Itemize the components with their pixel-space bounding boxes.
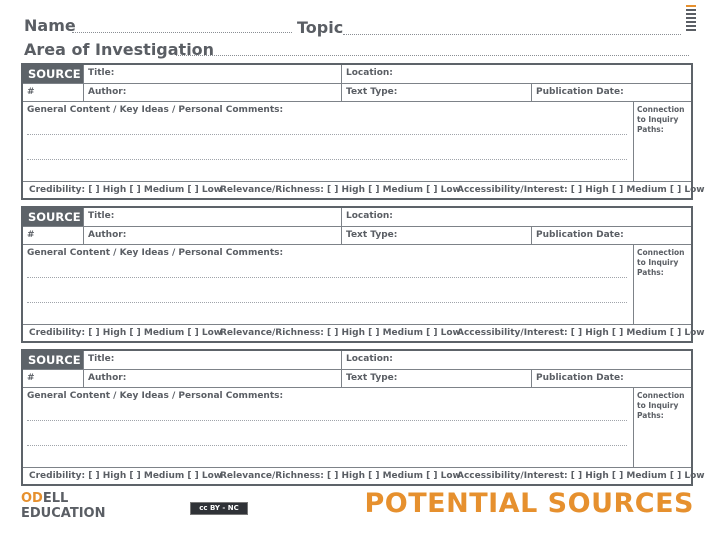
author-field[interactable]: Author:	[84, 370, 342, 387]
source-badge: SOURCE	[23, 208, 84, 226]
source-badge: SOURCE	[23, 65, 84, 83]
area-field[interactable]	[176, 55, 689, 56]
source-card-2	[21, 206, 705, 343]
credibility-rating[interactable]: Credibility: [ ] High [ ] Medium [ ] Low	[29, 471, 223, 481]
number-field[interactable]: #	[23, 227, 84, 244]
connection-field[interactable]: Connection to Inquiry Paths:	[633, 245, 691, 325]
accessibility-rating[interactable]: Accessibility/Interest: [ ] High [ ] Medium [ ] Low	[457, 328, 705, 338]
credibility-rating[interactable]: Credibility: [ ] High [ ] Medium [ ] Low	[29, 185, 223, 195]
location-field[interactable]: Location:	[346, 68, 393, 78]
page-title: POTENTIAL SOURCES	[364, 488, 694, 519]
topic-field[interactable]	[343, 34, 681, 35]
author-field[interactable]: Author:	[84, 227, 342, 244]
number-field[interactable]: #	[23, 84, 84, 101]
text-type-field[interactable]: Text Type:	[342, 84, 532, 101]
name-field[interactable]	[72, 32, 292, 33]
location-field[interactable]: Location:	[346, 354, 393, 364]
publication-date-field[interactable]: Publication Date:	[536, 230, 624, 240]
number-field[interactable]: #	[23, 370, 84, 387]
connection-field[interactable]: Connection to Inquiry Paths:	[633, 102, 691, 182]
cc-license-badge: cc BY - NC	[190, 502, 248, 515]
rating-row	[23, 181, 705, 198]
location-field[interactable]: Location:	[346, 211, 393, 221]
connection-field[interactable]: Connection to Inquiry Paths:	[633, 388, 691, 468]
odell-education-logo: ODELL EDUCATION	[21, 491, 106, 521]
accessibility-rating[interactable]: Accessibility/Interest: [ ] High [ ] Medium [ ] Low	[457, 471, 705, 481]
content-area[interactable]	[23, 102, 691, 182]
content-label: General Content / Key Ideas / Personal Comments:	[27, 248, 284, 258]
accessibility-rating[interactable]: Accessibility/Interest: [ ] High [ ] Medium [ ] Low	[457, 185, 705, 195]
area-label: Area of Investigation	[24, 40, 215, 59]
source-card-3	[21, 349, 705, 486]
title-field[interactable]: Title:	[84, 65, 342, 83]
source-card-1	[21, 63, 705, 200]
name-label: Name	[24, 16, 76, 35]
content-area[interactable]	[23, 388, 691, 468]
content-label: General Content / Key Ideas / Personal Comments:	[27, 391, 284, 401]
rating-row	[23, 467, 705, 484]
relevance-rating[interactable]: Relevance/Richness: [ ] High [ ] Medium [ ] Low	[220, 328, 461, 338]
credibility-rating[interactable]: Credibility: [ ] High [ ] Medium [ ] Low	[29, 328, 223, 338]
relevance-rating[interactable]: Relevance/Richness: [ ] High [ ] Medium [ ] Low	[220, 185, 461, 195]
topic-label: Topic	[297, 18, 344, 37]
text-type-field[interactable]: Text Type:	[342, 227, 532, 244]
title-field[interactable]: Title:	[84, 351, 342, 369]
relevance-rating[interactable]: Relevance/Richness: [ ] High [ ] Medium [ ] Low	[220, 471, 461, 481]
text-type-field[interactable]: Text Type:	[342, 370, 532, 387]
content-area[interactable]	[23, 245, 691, 325]
content-label: General Content / Key Ideas / Personal Comments:	[27, 105, 284, 115]
rating-row	[23, 324, 705, 341]
decorative-bars-icon	[686, 5, 696, 33]
title-field[interactable]: Title:	[84, 208, 342, 226]
publication-date-field[interactable]: Publication Date:	[536, 373, 624, 383]
author-field[interactable]: Author:	[84, 84, 342, 101]
source-badge: SOURCE	[23, 351, 84, 369]
publication-date-field[interactable]: Publication Date:	[536, 87, 624, 97]
